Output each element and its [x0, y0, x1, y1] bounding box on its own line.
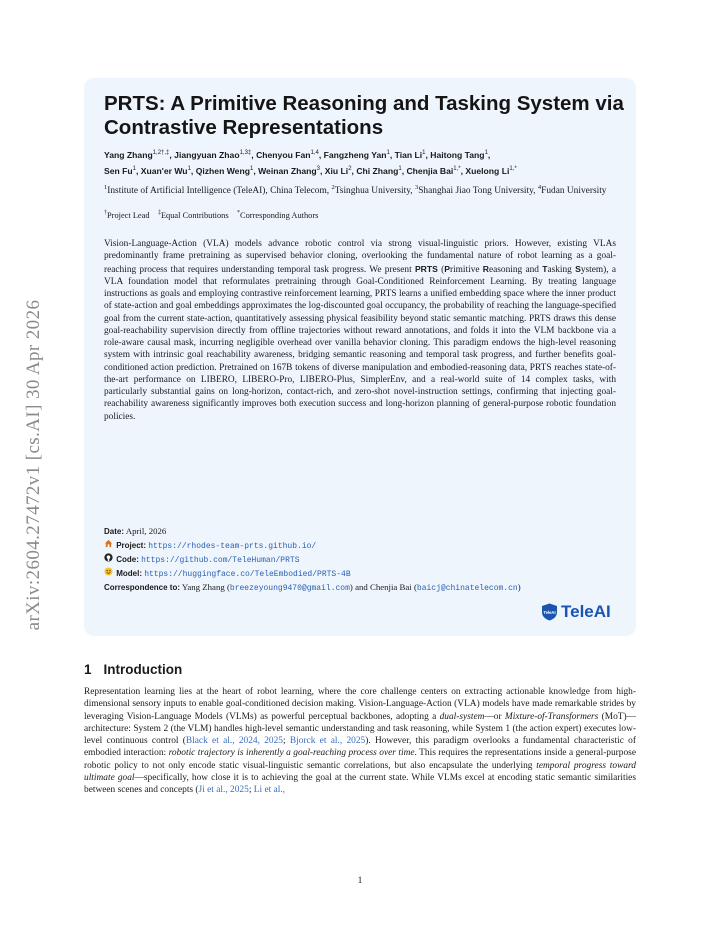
author-name: Xiu Li: [324, 165, 349, 176]
author-name: Haitong Tang: [430, 149, 485, 160]
section-number: 1: [84, 662, 92, 677]
note-mark: †: [104, 210, 107, 216]
date-label: Date:: [104, 527, 125, 536]
affiliations: [104, 181, 614, 198]
author-affil-mark: 1: [398, 165, 402, 172]
meta-code: [104, 553, 624, 567]
project-label: Project:: [116, 541, 146, 550]
author-affil-mark: 1: [386, 150, 390, 156]
acronym-rest: rimitive: [449, 264, 483, 275]
acronym-letter: R: [482, 263, 489, 274]
acronym-rest: asking: [547, 264, 576, 275]
intro-text: —or: [484, 711, 505, 722]
date-value: April, 2026: [125, 526, 167, 536]
intro-emph: dual-system: [439, 711, 485, 722]
acronym-rest: ystem: [580, 264, 604, 275]
paper-title: PRTS: A Primitive Reasoning and Tasking System via Contrastive Representations: [104, 92, 624, 139]
author-affil-mark: 1: [249, 165, 254, 172]
affiliation-mark: 2: [331, 184, 335, 191]
affiliation-mark: 4: [537, 184, 542, 191]
author-affil-mark: 1: [132, 165, 136, 172]
author-list: Yang Zhang$^{1,2\dagger,\ddagger}$, Jiangyuan Zhao$^{1,3\ddagger}$, Chenyou Fan$^{1,4}$, Fangzheng Yan$^1$, Tian Li$^1$, Haitong Tang$^1$, Sen Fu$^1$, Xuan'er Wu$^1$, Qizhen Weng$^1$, Weinan Zhang$^3$, Xiu Li$^2$, Chi Zhang$^1$, Chenjia Bai$^{1,*}$, Xuelong $Li^{1,*}$: [104, 149, 517, 176]
model-label: Model:: [116, 569, 142, 578]
abstract-part: (: [437, 264, 445, 275]
citation-link[interactable]: Black et al., 2024, 2025: [185, 736, 283, 746]
acronym-letter: P: [444, 263, 450, 274]
affiliation-name: Fudan University: [541, 186, 607, 197]
citation-link[interactable]: Bjorck et al., 2025: [289, 736, 366, 746]
logo-badge-text: TeleAI: [543, 610, 556, 615]
meta-correspondence: Correspondence to: Yang Zhang (breezeyoung9470@gmail.com) and Chenjia Bai (baicj@chinatelecom.cn): [104, 582, 521, 593]
shield-logo-icon: [541, 603, 558, 621]
note-project-lead: Project Lead: [107, 210, 150, 220]
corr-name: Yang Zhang: [181, 582, 225, 592]
citation-link[interactable]: Ji et al., 2025: [198, 785, 249, 795]
affiliation-mark: 3: [414, 184, 419, 191]
author-name: Chi Zhang: [356, 165, 399, 176]
note-mark: ‡: [157, 210, 161, 216]
intro-text: . This requires the representations inside a general-purpose robotic policy to not only encode static visual-linguistic semantic correlations, but also encapsulate the underlying: [84, 748, 636, 771]
prts-acronym: [444, 265, 603, 275]
affiliation-mark: 1: [104, 184, 108, 191]
model-link[interactable]: https://huggingface.co/TeleEmbodied/PRTS-4B: [144, 570, 351, 579]
author-notes: [104, 210, 318, 220]
intro-text: ;: [248, 785, 254, 795]
author-name: Sen Fu: [104, 165, 133, 176]
intro-text: (MoT)—architecture: System 2 (the VLM) handles high-level semantic understanding and task reasoning, while System 1 (the action expert) executes low-level continuous control (: [84, 711, 637, 746]
intro-text: —specifically, how close it is to achieving the goal at the current state. While VLMs excel at encoding static semantic similarities between scenes and concepts (: [84, 772, 636, 795]
acronym-rest: easoning and: [489, 264, 543, 275]
author-name: Chenjia Bai: [406, 165, 454, 176]
corr-email-link[interactable]: baicj@chinatelecom.cn: [416, 584, 518, 593]
affiliation-name: Institute of Artificial Intelligence (TeleAI), China Telecom,: [107, 186, 332, 197]
author-name: Xuan'er Wu: [140, 165, 188, 176]
note-equal-contrib: Equal Contributions: [160, 210, 229, 220]
note-corresponding: Corresponding Authors: [240, 210, 319, 220]
project-link[interactable]: https://rhodes-team-prts.github.io/: [148, 542, 317, 551]
meta-project: [104, 539, 624, 553]
abstract-part: ), a VLA foundation model that reformulates pretraining through Goal-Conditioned Reinforcement Learning. By treating language instructions as goals and employing contrastive reinforcement learning, PRTS learns a unified embedding space where the inner product of state-action and goal embeddings approximates the log-discounted goal occupancy, the probability of reaching the language-specified goal from the current state-action, quantitatively assessing physical feasibility beyond static semantic matching. PRTS draws this dense goal-reachability supervision directly from offline trajectories without reward annotations, and folds it into the VLM backbone via a role-aware causal mask, incurring negligible overhead over vanilla behavior cloning. This paradigm endows the high-level reasoning system with intrinsic goal reachability awareness, bridging semantic reasoning and temporal task progress, and further benefits goal-conditioned action prediction. Pretrained on 167B tokens of diverse manipulation and embodied-reasoning data, PRTS reaches state-of-the-art performance on LIBERO, LIBERO-Pro, LIBERO-Plus, SimplerEnv, and a real-world suite of 14 complex tasks, with particularly substantial gains on long-horizon, contact-rich, and zero-shot novel-instruction settings, confirming that injecting goal-reachability awareness significantly improves both execution success and long-horizon planning of general-purpose robotic foundation policies.: [104, 264, 616, 422]
introduction-paragraph: [84, 686, 636, 796]
author-name: Weinan Zhang: [258, 165, 317, 176]
author-affil-mark: 3: [316, 165, 321, 172]
arxiv-id[interactable]: arXiv:2604.27472v1 [cs.AI] 30 Apr 2026: [23, 299, 44, 631]
hugging-face-icon: [104, 567, 114, 580]
house-icon: [104, 539, 114, 552]
code-link[interactable]: https://github.com/TeleHuman/PRTS: [141, 556, 300, 565]
author-affil-mark: 1,*: [453, 165, 461, 172]
page-number: 1: [357, 876, 363, 886]
intro-emph: robotic trajectory is inherently a goal-reaching process over time: [168, 748, 415, 759]
citation-link[interactable]: Li et al.,: [253, 785, 286, 795]
author-name: Qizhen Weng: [195, 165, 250, 176]
teleai-logo: [541, 602, 611, 622]
author-name: Yang Zhang: [104, 149, 153, 160]
abstract-part: Vision-Language-Action (VLA) models advance robotic control via strong visual-linguistic priors. However, existing VLAs predominantly frame pretraining as supervised behavior cloning, overlooking the fundamental nature of robot learning as a goal-reaching process that requires understanding temporal task progress. We present: [104, 239, 616, 275]
author-name: Chenyou Fan: [256, 149, 311, 160]
arxiv-side-stamp: [14, 260, 54, 670]
author-affil-mark: 1,*: [509, 165, 517, 172]
author-affil-mark: 1,4: [310, 150, 319, 156]
corr-name: Chenjia Bai: [369, 582, 412, 592]
author-affil-mark: 1: [484, 150, 488, 156]
author-affil-mark: 1,2†,‡: [152, 150, 170, 156]
logo-text: TeleAI: [561, 602, 611, 621]
intro-text: ;: [282, 736, 290, 746]
github-icon: [104, 553, 114, 566]
intro-emph: temporal progress toward ultimate goal: [84, 760, 636, 783]
author-name: Xuelong Li: [465, 165, 510, 176]
intro-text: ). However, this paradigm overlooks a fundamental characteristic of embodied interaction:: [84, 736, 636, 759]
author-affil-mark: 1: [187, 165, 191, 172]
intro-text: Representation learning lies at the heart of robot learning, where the core challenge centers on extracting actionable knowledge from high-dimensional sensory inputs to enable goal-conditioned decision making. Vision-Language-Action (VLA) models have made remarkable strides by leveraging Vision-Language Models (VLMs) as powerful perceptual backbones, adopting a: [84, 687, 636, 722]
author-affil-mark: 2: [348, 165, 352, 172]
affiliation-name: Shanghai Jiao Tong University,: [418, 186, 538, 197]
author-name: Jiangyuan Zhao: [174, 149, 240, 160]
section-title: Introduction: [103, 662, 183, 677]
code-label: Code:: [116, 555, 139, 564]
section-heading: [84, 662, 182, 677]
author-name: Fangzheng Yan: [323, 149, 387, 160]
acronym-letter: T: [542, 263, 548, 274]
author-affil-mark: 1,3‡: [239, 150, 252, 156]
author-name: Tian Li: [394, 149, 423, 160]
correspondence-label: Correspondence to:: [104, 583, 181, 592]
intro-emph: Mixture-of-Transformers: [504, 711, 599, 722]
author-affil-mark: 1: [422, 150, 426, 156]
meta-date: [104, 525, 624, 538]
prts-name: PRTS: [414, 263, 438, 274]
abstract-text: [104, 238, 616, 423]
note-mark: *: [237, 210, 241, 216]
meta-model: [104, 567, 624, 581]
corr-and: and: [355, 582, 368, 592]
affiliation-name: Tsinghua University,: [334, 186, 415, 197]
corr-email-link[interactable]: breezeyoung9470@gmail.com: [229, 584, 350, 593]
acronym-letter: S: [575, 263, 581, 274]
